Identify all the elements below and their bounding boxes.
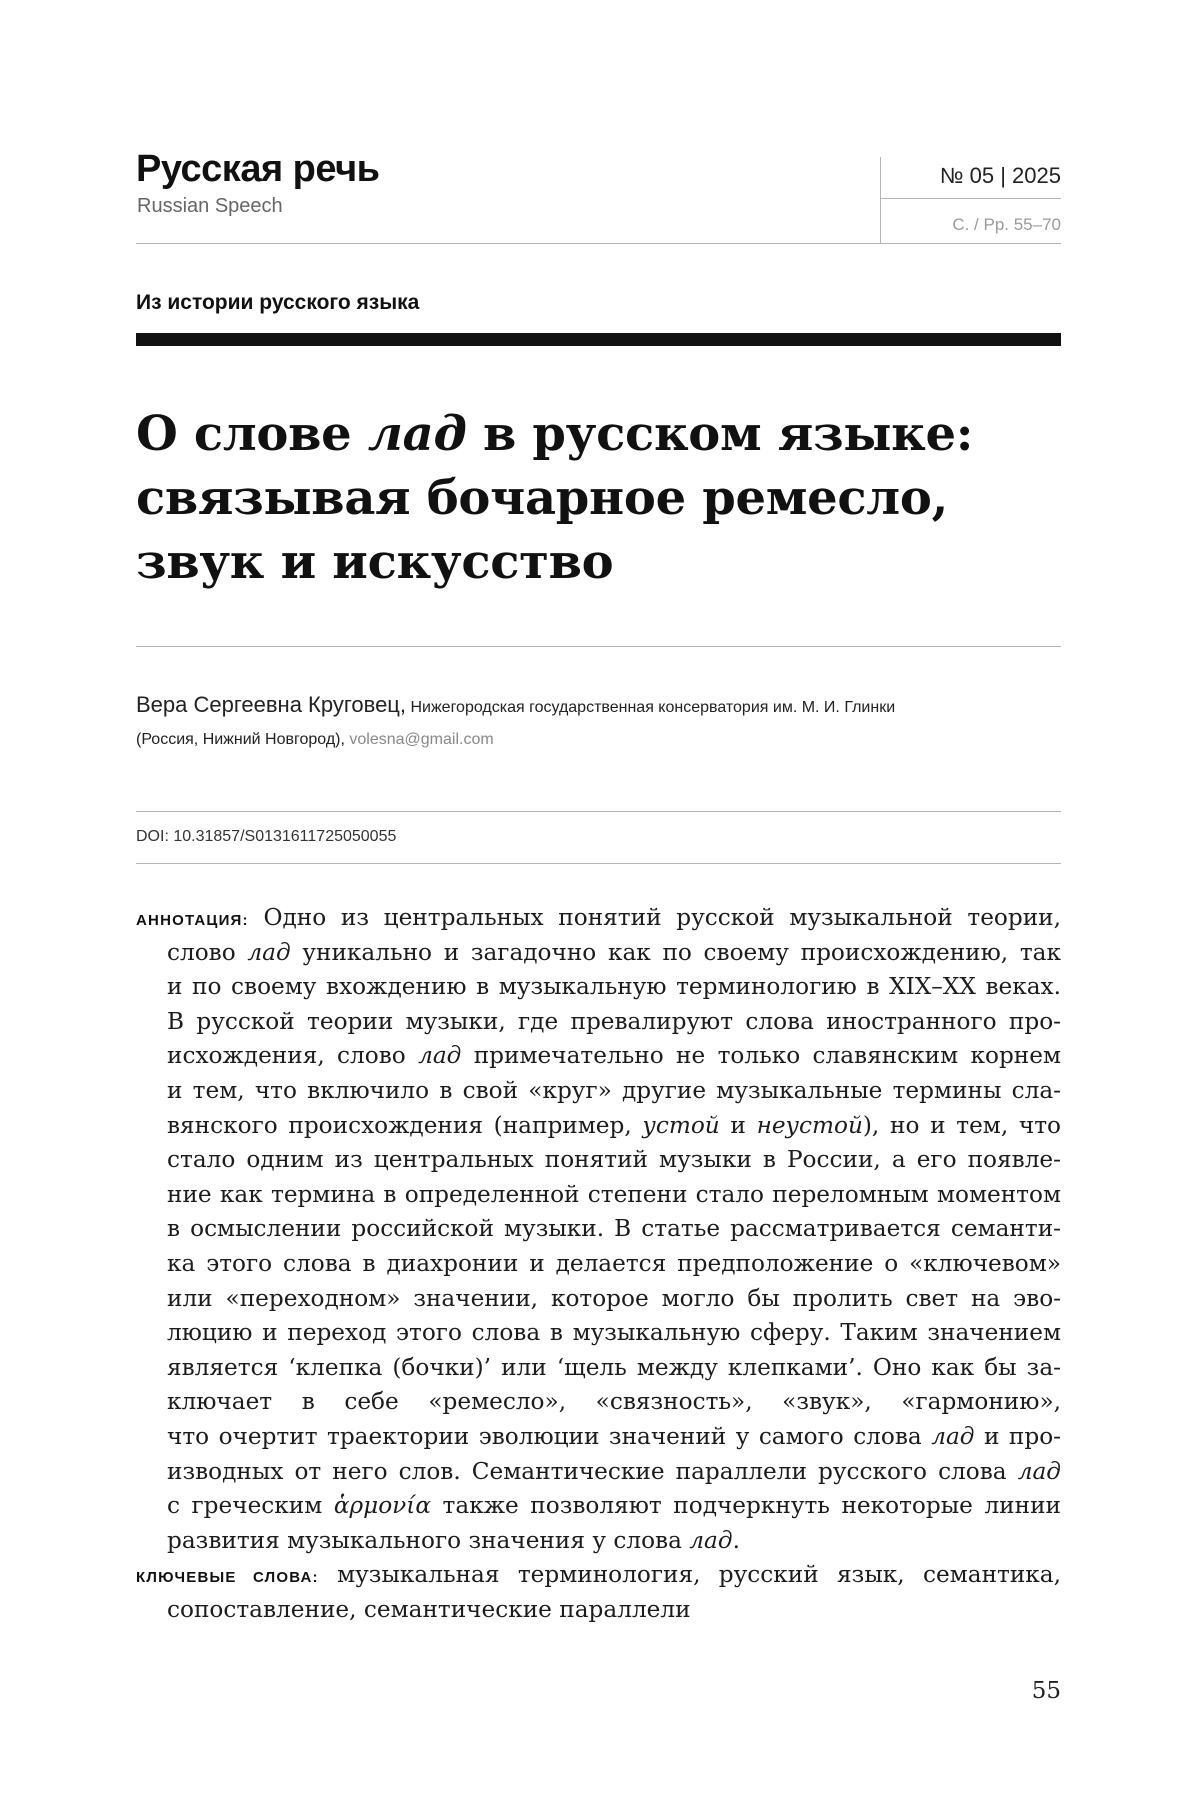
journal-subtitle: Russian Speech — [137, 195, 283, 217]
author-location-line — [136, 732, 494, 748]
abstract-text: что очертит траектории эволюции значений у самого слова — [167, 1422, 932, 1450]
abstract-text: также позволяют подчеркнуть некоторые линии — [431, 1492, 1061, 1520]
section-rule — [136, 333, 1061, 346]
abstract-text: развития музыкального значения у слова — [167, 1526, 690, 1554]
abstract-emphasis: лад — [1017, 1457, 1061, 1485]
abstract-text: уникально и загадочно как по своему происхождению, так — [290, 938, 1061, 966]
abstract-text: изводных от него слов. Семантические параллели русского слова — [167, 1457, 1018, 1485]
author-line — [136, 694, 1061, 716]
abstract-text: слово — [167, 938, 248, 966]
issue-number: № 05 | 2025 — [939, 163, 1061, 188]
abstract-emphasis: устой — [642, 1111, 720, 1139]
author-name: Вера Сергеевна Круговец — [136, 692, 400, 717]
abstract-text: . — [732, 1526, 740, 1554]
abstract-line — [136, 1039, 1061, 1074]
page-range: С. / Pp. 55–70 — [952, 215, 1061, 234]
keywords-line: сопоставление, семантические параллели — [167, 1595, 691, 1623]
abstract-line: стало одним из центральных понятий музыки в России, а его появле- — [167, 1146, 1061, 1174]
abstract-text: вянского происхождения (например, — [167, 1111, 643, 1139]
abstract-line: в осмыслении российской музыки. В статье рассматривается семанти- — [167, 1215, 1061, 1243]
abstract-emphasis: лад — [247, 938, 291, 966]
abstract-label: АННОТАЦИЯ: — [136, 912, 249, 929]
abstract-emphasis: лад — [418, 1042, 462, 1070]
author-comma: , — [399, 692, 407, 717]
abstract-text: и — [719, 1111, 757, 1139]
issue-divider — [880, 198, 1061, 199]
abstract-text: и про- — [974, 1422, 1061, 1450]
abstract-line — [136, 1420, 1061, 1455]
abstract-text: с греческим — [167, 1492, 334, 1520]
abstract-line: является ‘клепка (бочки)’ или ‘щель между клепками’. Оно как бы за- — [167, 1353, 1061, 1381]
author-location: (Россия, Нижний Новгород), — [136, 731, 350, 748]
abstract-line: и тем, что включило в свой «круг» другие музыкальные термины сла- — [167, 1076, 1061, 1104]
abstract-line: ние как термина в определенной степени стало переломным моментом — [167, 1180, 1061, 1208]
author-email-link[interactable]: volesna@gmail.com — [349, 731, 494, 748]
doi-rule-bottom — [136, 863, 1061, 864]
abstract-line — [136, 901, 1061, 936]
doi-rule-top — [136, 811, 1061, 812]
abstract-emphasis: ἁρμονία — [333, 1492, 431, 1520]
doi-link[interactable]: DOI: 10.31857/S0131611725050055 — [136, 828, 397, 845]
title-line-1 — [136, 402, 1061, 466]
abstract — [136, 901, 1061, 1627]
title-line-3: звук и искусство — [136, 534, 614, 590]
abstract-line — [136, 1109, 1061, 1144]
title-text: в русском языке: — [466, 406, 974, 462]
abstract-line — [136, 1455, 1061, 1490]
abstract-text: Одно из центральных понятий русской музыкальной теории, — [248, 904, 1061, 931]
abstract-text: ), но и тем, что — [862, 1111, 1061, 1139]
journal-title: Русская речь — [136, 148, 380, 190]
section-heading: Из истории русского языка — [136, 291, 420, 314]
abstract-line — [136, 936, 1061, 971]
keywords-line — [136, 1558, 1061, 1593]
abstract-emphasis: лад — [931, 1422, 975, 1450]
abstract-line: или «переходном» значении, которое могло бы пролить свет на эво- — [167, 1284, 1061, 1312]
article-title — [136, 402, 1061, 594]
abstract-line — [136, 1489, 1061, 1524]
title-text: О слове — [136, 406, 368, 462]
header-rule — [136, 243, 1061, 244]
keywords-text: музыкальная терминология, русский язык, семантика, — [318, 1561, 1061, 1589]
title-rule — [136, 646, 1061, 647]
abstract-line: и по своему вхождению в музыкальную терминологию в XIX–XX веках. — [167, 973, 1061, 1001]
abstract-emphasis: лад — [689, 1526, 733, 1554]
abstract-text: исхождения, слово — [167, 1042, 419, 1070]
abstract-line — [136, 1524, 1061, 1559]
abstract-line: В русской теории музыки, где превалируют слова иностранного про- — [167, 1007, 1061, 1035]
title-emphasis: лад — [367, 406, 467, 462]
page-number: 55 — [1031, 1678, 1061, 1704]
abstract-text: примечательно не только славянским корнем — [461, 1042, 1061, 1070]
keywords-label: КЛЮЧЕВЫЕ СЛОВА: — [136, 1569, 319, 1587]
author-affiliation: Нижегородская государственная консерватория им. М. И. Глинки — [406, 699, 896, 716]
abstract-line: ка этого слова в диахронии и делается предположение о «ключевом» — [167, 1249, 1061, 1277]
title-line-2: связывая бочарное ремесло, — [136, 470, 948, 526]
abstract-line: ключает в себе «ремесло», «связность», «звук», «гармонию», — [167, 1388, 1061, 1416]
abstract-line: люцию и переход этого слова в музыкальную сферу. Таким значением — [167, 1319, 1061, 1347]
abstract-emphasis: неустой — [756, 1111, 863, 1139]
